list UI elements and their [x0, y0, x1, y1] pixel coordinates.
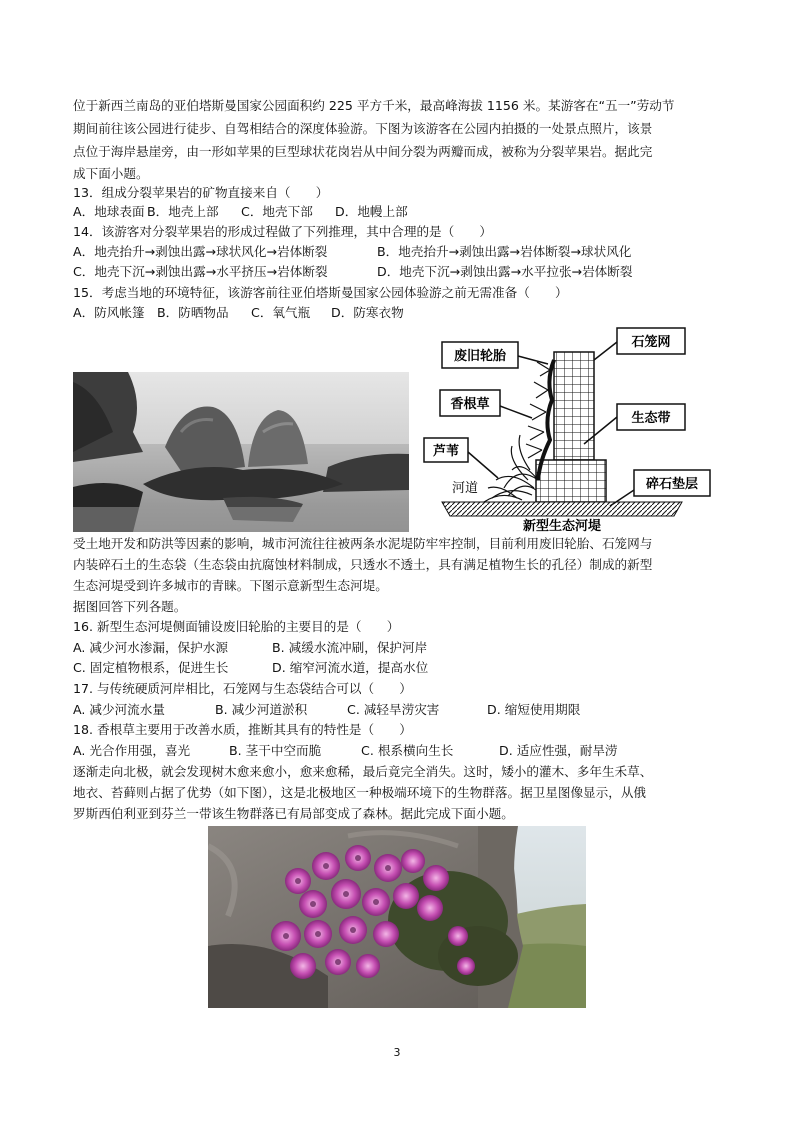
q14-options-row2 — [73, 263, 632, 281]
q17-option-c[interactable]: C. 减轻旱涝灾害 — [347, 702, 440, 717]
arctic-flowers-photo — [208, 826, 586, 1008]
q16-options-row1 — [73, 639, 427, 657]
q13-options — [73, 203, 408, 221]
q16-option-b[interactable]: B. 减缓水流冲刷，保护河岸 — [272, 640, 428, 655]
q17-option-b[interactable]: B. 减少河道淤积 — [215, 702, 308, 717]
q15-option-a[interactable]: A．防风帐篷 — [73, 305, 145, 320]
q14-options-row1 — [73, 243, 631, 261]
q16-stem: 16. 新型生态河堤侧面铺设废旧轮胎的主要目的是（ ） — [73, 619, 400, 634]
q15-option-c[interactable]: C．氧气瓶 — [251, 305, 311, 320]
q14-option-c[interactable]: C．地壳下沉→剥蚀出露→水平挤压→岩体断裂 — [73, 264, 328, 279]
q14-stem: 14．该游客对分裂苹果岩的形成过程做了下列推理，其中合理的是（ ） — [73, 224, 493, 239]
q18-option-d[interactable]: D. 适应性强，耐旱涝 — [499, 743, 618, 758]
q16-options-row2 — [73, 659, 428, 677]
q18-option-c[interactable]: C. 根系横向生长 — [361, 743, 454, 758]
q18-options — [73, 742, 618, 760]
q14-option-b[interactable]: B．地壳抬升→剥蚀出露→岩体断裂→球状风化 — [377, 244, 632, 259]
intro2-line-2: 内装碎石土的生态袋（生态袋由抗腐蚀材料制成，只透水不透土，具有满足植物生长的孔径）制成的新型 — [73, 557, 653, 572]
q15-stem: 15．考虑当地的环境特征，该游客前往亚伯塔斯曼国家公园体验游之前无需准备（ ） — [73, 285, 568, 300]
q18-option-a[interactable]: A. 光合作用强，喜光 — [73, 743, 191, 758]
q15-option-d[interactable]: D．防寒衣物 — [331, 305, 404, 320]
q17-stem: 17. 与传统硬质河岸相比，石笼网与生态袋结合可以（ ） — [73, 681, 412, 696]
q16-option-c[interactable]: C. 固定植物根系，促进生长 — [73, 660, 229, 675]
q17-option-d[interactable]: D. 缩短使用期限 — [487, 702, 581, 717]
q14-option-a[interactable]: A．地壳抬升→剥蚀出露→球状风化→岩体断裂 — [73, 244, 328, 259]
q13-option-d[interactable]: D．地幔上部 — [335, 204, 408, 219]
q13-option-a[interactable]: A．地球表面 — [73, 204, 145, 219]
intro2-line-4: 据图回答下列各题。 — [73, 599, 187, 614]
intro1-line-2: 期间前往该公园进行徒步、自驾相结合的深度体验游。下图为该游客在公园内拍摄的一处景点照片，该景 — [73, 121, 653, 136]
intro1-line-4: 成下面小题。 — [73, 166, 149, 181]
q17-option-a[interactable]: A. 减少河流水量 — [73, 702, 165, 717]
q16-option-a[interactable]: A. 减少河水渗漏，保护水源 — [73, 640, 228, 655]
intro3-line-1: 逐渐走向北极，就会发现树木愈来愈小，愈来愈稀，最后竟完全消失。这时，矮小的灌木、多年生禾草、 — [73, 764, 653, 779]
intro2-line-3: 生态河堤受到许多城市的青睐。下图示意新型生态河堤。 — [73, 578, 388, 593]
intro3-line-3: 罗斯西伯利亚到芬兰一带该生物群落已有局部变成了森林。据此完成下面小题。 — [73, 806, 514, 821]
q17-options — [73, 701, 580, 719]
label-tires: 废旧轮胎 — [453, 349, 507, 364]
intro1-line-3: 点位于海岸悬崖旁，由一形如苹果的巨型球状花岗岩从中间分裂为两瓣而成，被称为分裂苹果岩。据此完 — [73, 144, 653, 159]
label-vetiver: 香根草 — [450, 397, 490, 412]
q13-option-b[interactable]: B．地壳上部 — [147, 204, 219, 219]
label-eco-belt: 生态带 — [631, 411, 671, 426]
q18-option-b[interactable]: B. 茎干中空而脆 — [229, 743, 322, 758]
label-river: 河道 — [452, 481, 479, 496]
diagram-title: 新型生态河堤 — [522, 519, 602, 534]
label-reed: 芦苇 — [432, 444, 460, 459]
q13-option-c[interactable]: C．地壳下部 — [241, 204, 313, 219]
intro2-line-1: 受土地开发和防洪等因素的影响，城市河流往往被两条水泥堤防牢牢控制，目前利用废旧轮胎、石笼网与 — [73, 536, 653, 551]
eco-embankment-diagram — [412, 320, 712, 534]
page-number: 3 — [393, 1046, 401, 1059]
q16-option-d[interactable]: D. 缩窄河流水道，提高水位 — [272, 660, 429, 675]
q18-stem: 18. 香根草主要用于改善水质，推断其具有的特性是（ ） — [73, 722, 412, 737]
intro3-line-2: 地衣、苔藓则占据了优势（如下图），这是北极地区一种极端环境下的生物群落。据卫星图像显示，从俄 — [73, 785, 647, 800]
label-gravel: 碎石垫层 — [645, 477, 699, 492]
label-gabion: 石笼网 — [631, 335, 671, 350]
q14-option-d[interactable]: D．地壳下沉→剥蚀出露→水平拉张→岩体断裂 — [377, 264, 633, 279]
q15-options — [73, 304, 404, 322]
q13-stem: 13．组成分裂苹果岩的矿物直接来自（ ） — [73, 185, 329, 200]
intro1-line-1: 位于新西兰南岛的亚伯塔斯曼国家公园面积约 225 平方千米，最高峰海拔 1156 米。某游客在“五一”劳动节 — [73, 98, 675, 113]
split-apple-rock-photo — [73, 372, 409, 532]
q15-option-b[interactable]: B．防晒物品 — [157, 305, 229, 320]
